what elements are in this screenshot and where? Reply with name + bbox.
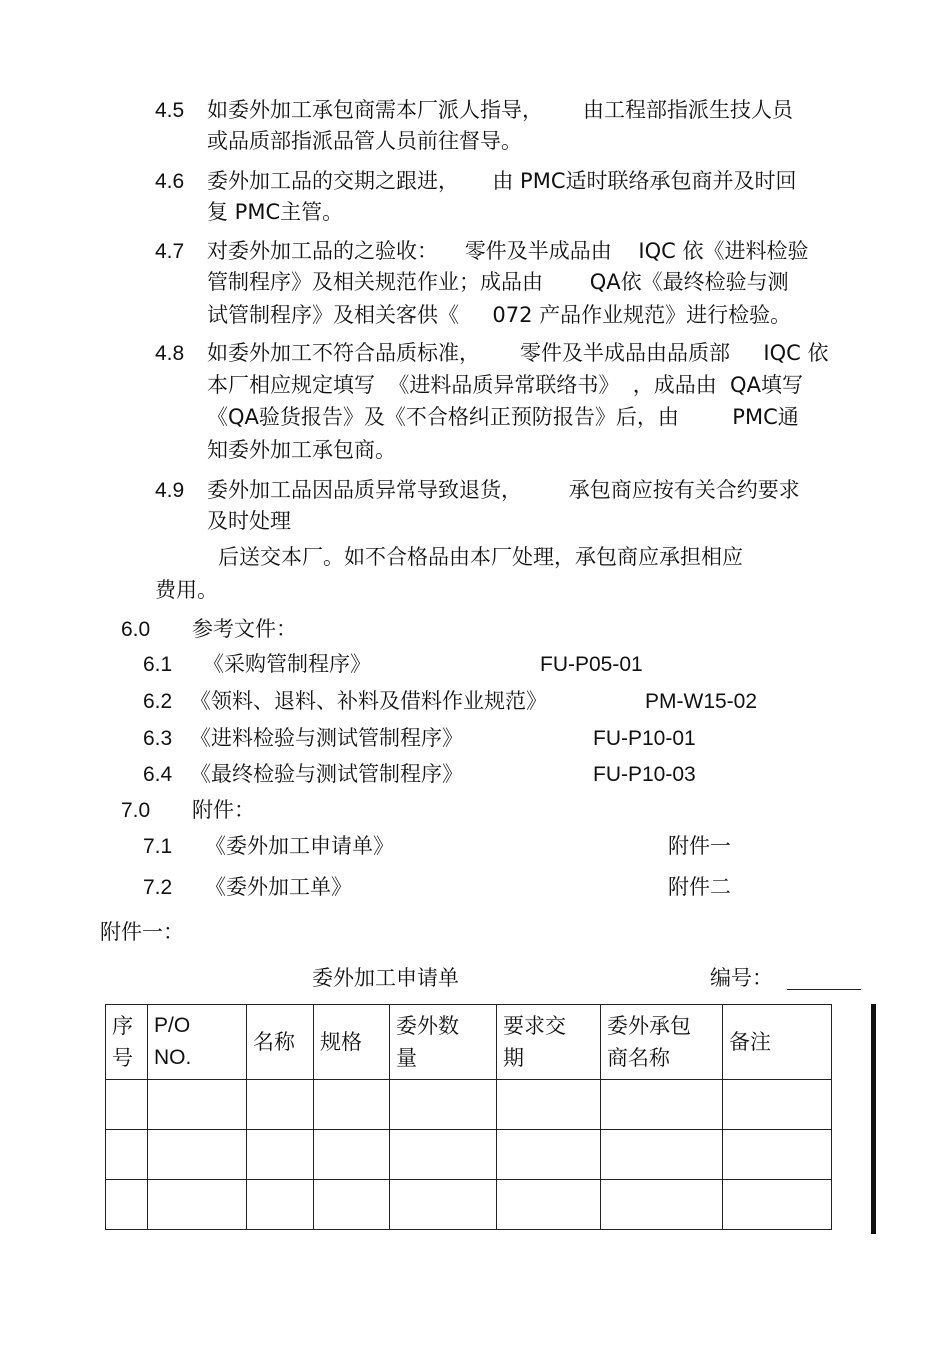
clause-text: 如委外加工承包商需本厂派人指导， 由工程部指派生技人员 (207, 98, 794, 122)
table-cell[interactable] (601, 1130, 723, 1180)
attachment-title: 《委外加工单》 (205, 875, 352, 899)
section-number: 6.0 (121, 618, 151, 641)
header-quantity: 委外数 量 (390, 1005, 497, 1080)
header-due-date: 要求交 期 (497, 1005, 601, 1080)
clause-text: 本厂相应规定填写 《进料品质异常联络书》 ，成品由 QA填写 (207, 373, 803, 397)
table-cell[interactable] (247, 1180, 314, 1230)
table-cell[interactable] (390, 1080, 497, 1130)
clause-text: 对委外加工品的之验收： 零件及半成品由 IQC 依《进料检验 (207, 239, 809, 263)
clause-text: 试管制程序》及相关客供《 072 产品作业规范》进行检验。 (207, 303, 792, 327)
reference-title: 《最终检验与测试管制程序》 (190, 762, 463, 786)
clause-text: 及时处理 (207, 509, 291, 533)
table-cell[interactable] (247, 1130, 314, 1180)
attachment-number: 7.2 (143, 876, 173, 899)
clause-text: 如委外加工不符合品质标准， 零件及半成品由品质部 IQC 依 (207, 341, 829, 365)
application-form-table (105, 1004, 832, 1230)
form-number-label: 编号： (710, 966, 773, 990)
reference-code: PM-W15-02 (645, 690, 758, 713)
reference-code: FU-P10-03 (593, 763, 696, 786)
table-row (106, 1080, 832, 1130)
table-cell[interactable] (148, 1080, 247, 1130)
continuation-text: 费用。 (155, 578, 218, 602)
clause-text: 复 PMC主管。 (207, 200, 344, 224)
section-number: 7.0 (121, 799, 151, 822)
header-contractor: 委外承包 商名称 (601, 1005, 723, 1080)
form-number-field[interactable] (787, 989, 861, 990)
header-po: P/O NO. (148, 1005, 247, 1080)
clause-number: 4.9 (155, 479, 185, 502)
clause-number: 4.7 (155, 240, 185, 263)
table-cell[interactable] (314, 1130, 390, 1180)
clause-text: 委外加工品因品质异常导致退货， 承包商应按有关合约要求 (207, 478, 800, 502)
clause-text: 或品质部指派品管人员前往督导。 (207, 129, 522, 153)
continuation-text: 后送交本厂。如不合格品由本厂处理，承包商应承担相应 (218, 545, 743, 569)
table-row (106, 1130, 832, 1180)
table-cell[interactable] (106, 1080, 148, 1130)
reference-number: 6.3 (143, 727, 173, 750)
table-cell[interactable] (106, 1130, 148, 1180)
clause-number: 4.5 (155, 99, 185, 122)
reference-code: FU-P10-01 (593, 727, 696, 750)
table-cell[interactable] (497, 1130, 601, 1180)
header-spec: 规格 (314, 1005, 390, 1080)
attachment-code: 附件二 (668, 875, 731, 899)
table-cell[interactable] (390, 1180, 497, 1230)
table-cell[interactable] (314, 1080, 390, 1130)
table-cell[interactable] (723, 1130, 832, 1180)
table-cell[interactable] (601, 1080, 723, 1130)
table-header-row (106, 1005, 832, 1080)
table-cell[interactable] (723, 1180, 832, 1230)
section-title: 参考文件： (192, 617, 297, 641)
table-cell[interactable] (247, 1080, 314, 1130)
reference-number: 6.1 (143, 653, 173, 676)
form-title: 委外加工申请单 (312, 966, 459, 990)
reference-title: 《进料检验与测试管制程序》 (190, 726, 463, 750)
table-cell[interactable] (497, 1180, 601, 1230)
attachment-code: 附件一 (668, 834, 731, 858)
table-cell[interactable] (106, 1180, 148, 1230)
reference-title: 《领料、退料、补料及借料作业规范》 (190, 689, 547, 713)
header-serial: 序 号 (106, 1005, 148, 1080)
attachment-number: 7.1 (143, 835, 173, 858)
table-cell[interactable] (148, 1130, 247, 1180)
reference-number: 6.4 (143, 763, 173, 786)
table-cell[interactable] (601, 1180, 723, 1230)
attachment-title: 《委外加工申请单》 (205, 834, 394, 858)
clause-number: 4.6 (155, 170, 185, 193)
header-remarks: 备注 (723, 1005, 832, 1080)
reference-title: 《采购管制程序》 (203, 652, 371, 676)
table-cell[interactable] (723, 1080, 832, 1130)
clause-text: 知委外加工承包商。 (207, 438, 396, 462)
table-row (106, 1180, 832, 1230)
clause-text: 委外加工品的交期之跟进， 由 PMC适时联络承包商并及时回 (207, 169, 797, 193)
reference-number: 6.2 (143, 690, 173, 713)
clause-number: 4.8 (155, 342, 185, 365)
clause-text: 管制程序》及相关规范作业；成品由 QA依《最终检验与测 (207, 270, 789, 294)
attachment-label: 附件一： (100, 920, 184, 944)
table-cell[interactable] (497, 1080, 601, 1130)
table-cell[interactable] (314, 1180, 390, 1230)
table-cell[interactable] (390, 1130, 497, 1180)
reference-code: FU-P05-01 (540, 653, 643, 676)
clause-text: 《QA验货报告》及《不合格纠正预防报告》后，由 PMC通 (207, 405, 799, 429)
table-cell[interactable] (148, 1180, 247, 1230)
header-name: 名称 (247, 1005, 314, 1080)
page-edge-bar (871, 1004, 876, 1234)
section-title: 附件： (192, 798, 255, 822)
